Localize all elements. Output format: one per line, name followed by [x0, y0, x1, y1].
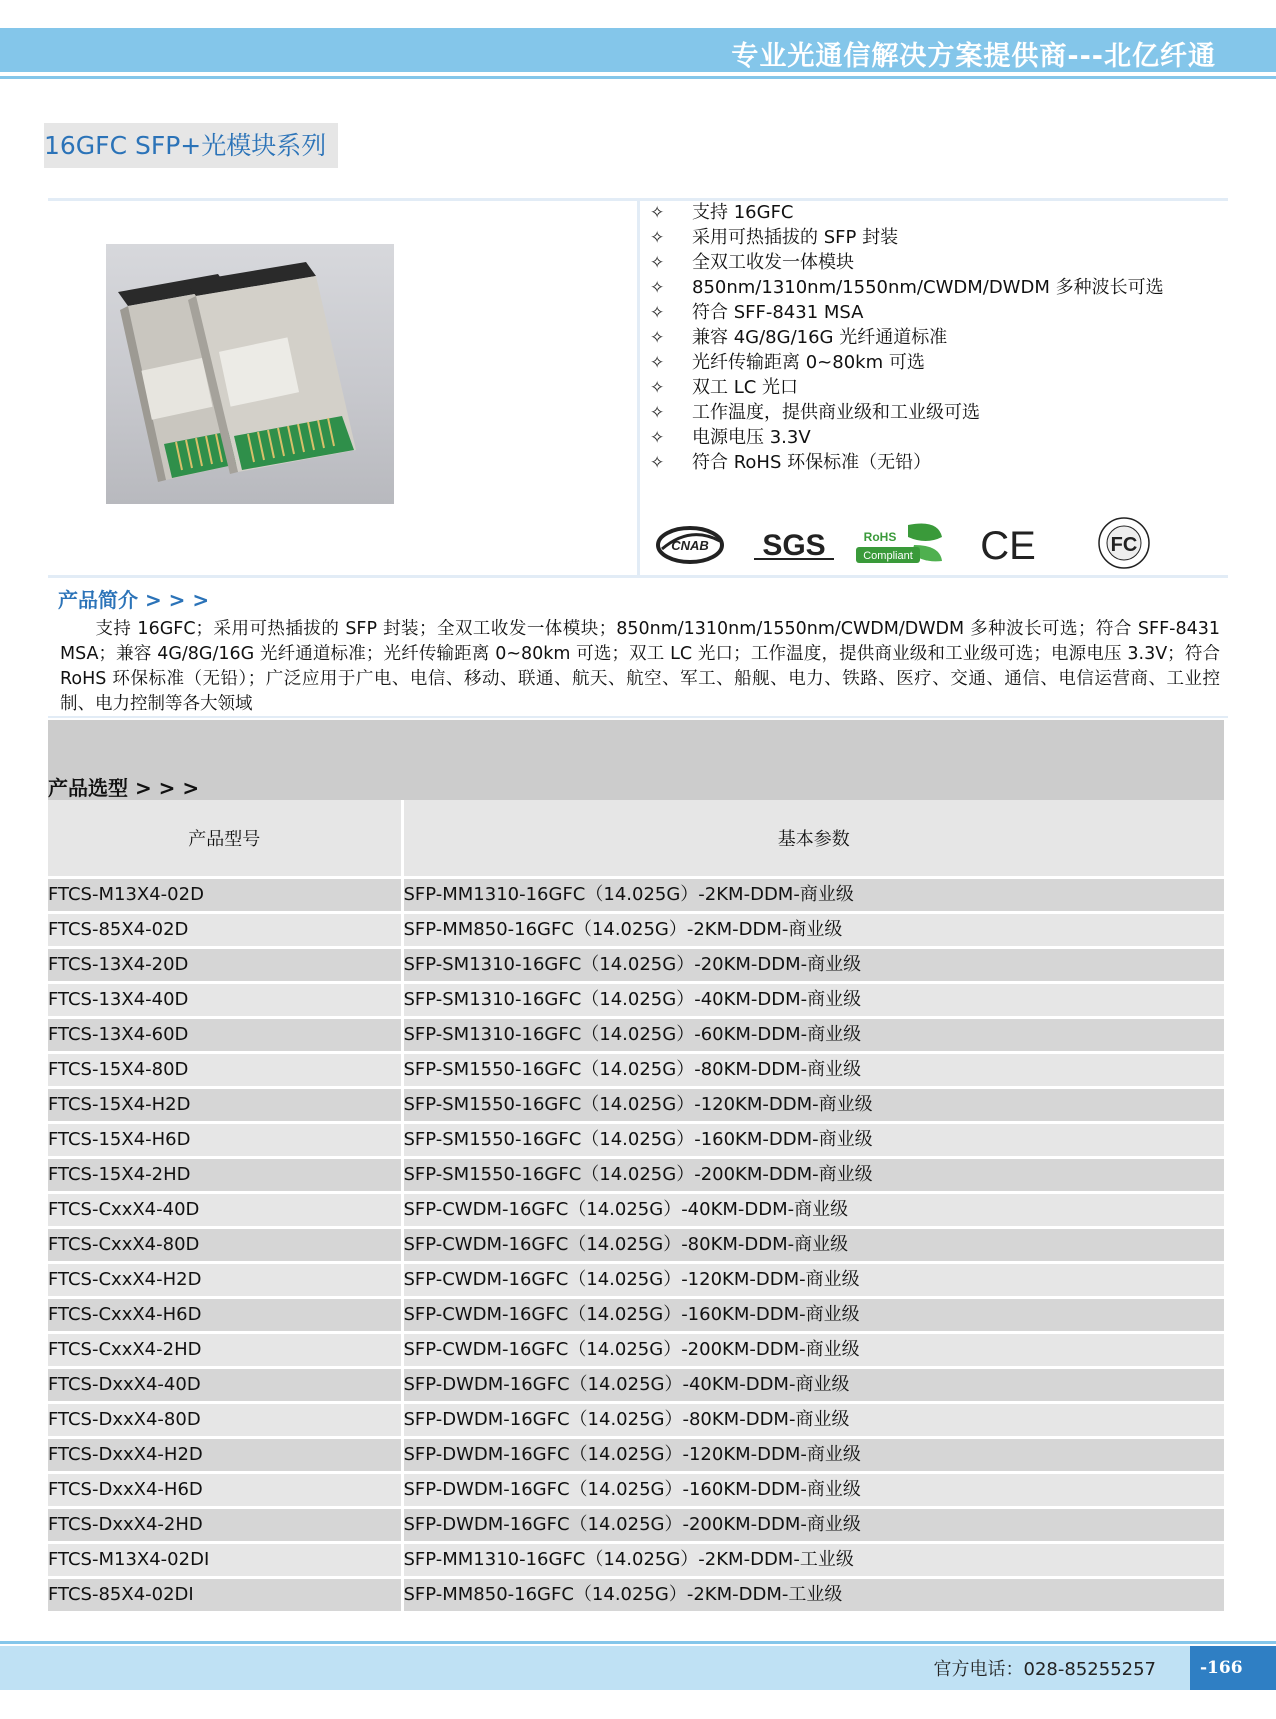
star-bullet-icon: ✧ — [650, 403, 665, 423]
table-row — [48, 1298, 1224, 1333]
certification-logos — [648, 515, 1168, 571]
params-cell: SFP-SM1550-16GFC（14.025G）-160KM-DDM-商业级 — [402, 1123, 1224, 1158]
sfp-module-illustration — [106, 244, 394, 504]
feature-item: ✧ 光纤传输距离 0~80km 可选 — [650, 350, 1164, 375]
model-cell: FTCS-85X4-02DI — [48, 1578, 402, 1613]
svg-text:CNAB: CNAB — [671, 538, 709, 553]
feature-item: ✧ 工作温度，提供商业级和工业级可选 — [650, 400, 1164, 425]
feature-item: ✧ 850nm/1310nm/1550nm/CWDM/DWDM 多种波长可选 — [650, 275, 1164, 300]
model-cell: FTCS-CxxX4-H2D — [48, 1263, 402, 1298]
model-cell: FTCS-13X4-20D — [48, 948, 402, 983]
params-cell: SFP-DWDM-16GFC（14.025G）-160KM-DDM-商业级 — [402, 1473, 1224, 1508]
table-row — [48, 1228, 1224, 1263]
sgs-logo-icon — [750, 515, 840, 571]
params-cell: SFP-CWDM-16GFC（14.025G）-40KM-DDM-商业级 — [402, 1193, 1224, 1228]
star-bullet-icon: ✧ — [650, 328, 665, 348]
star-bullet-icon: ✧ — [650, 203, 665, 223]
params-cell: SFP-DWDM-16GFC（14.025G）-40KM-DDM-商业级 — [402, 1368, 1224, 1403]
star-bullet-icon: ✧ — [650, 228, 665, 248]
banner-title: 专业光通信解决方案提供商---北亿纤通 — [731, 41, 1216, 72]
svg-text:RoHS: RoHS — [863, 530, 897, 544]
table-row — [48, 1438, 1224, 1473]
table-row — [48, 1508, 1224, 1543]
table-row — [48, 1473, 1224, 1508]
feature-item: ✧ 兼容 4G/8G/16G 光纤通道标准 — [650, 325, 1164, 350]
selection-heading: 产品选型 > > > — [48, 776, 200, 800]
model-cell: FTCS-DxxX4-2HD — [48, 1508, 402, 1543]
column-header-params: 基本参数 — [402, 800, 1224, 878]
params-cell: SFP-SM1550-16GFC（14.025G）-120KM-DDM-商业级 — [402, 1088, 1224, 1123]
table-row — [48, 1368, 1224, 1403]
star-bullet-icon: ✧ — [650, 378, 665, 398]
svg-text:FC: FC — [1110, 534, 1138, 556]
star-bullet-icon: ✧ — [650, 353, 665, 373]
cnab-logo-icon — [654, 515, 726, 571]
svg-text:CE: CE — [980, 524, 1036, 568]
feature-item: ✧ 采用可热插拔的 SFP 封装 — [650, 225, 1164, 250]
series-title: 16GFC SFP+光模块系列 — [44, 123, 338, 168]
selection-table — [48, 800, 1224, 1614]
params-cell: SFP-CWDM-16GFC（14.025G）-120KM-DDM-商业级 — [402, 1263, 1224, 1298]
selection-header-band — [48, 720, 1224, 800]
model-cell: FTCS-M13X4-02DI — [48, 1543, 402, 1578]
table-row — [48, 913, 1224, 948]
table-row — [48, 1018, 1224, 1053]
model-cell: FTCS-DxxX4-80D — [48, 1403, 402, 1438]
intro-bottom-rule — [48, 716, 1228, 718]
footer-phone: 官方电话：028-85255257 — [933, 1659, 1156, 1680]
model-cell: FTCS-CxxX4-80D — [48, 1228, 402, 1263]
table-row — [48, 1123, 1224, 1158]
feature-item: ✧ 支持 16GFC — [650, 200, 1164, 225]
intro-heading: 产品简介 > > > — [58, 588, 210, 612]
params-cell: SFP-DWDM-16GFC（14.025G）-80KM-DDM-商业级 — [402, 1403, 1224, 1438]
params-cell: SFP-SM1550-16GFC（14.025G）-200KM-DDM-商业级 — [402, 1158, 1224, 1193]
model-cell: FTCS-15X4-2HD — [48, 1158, 402, 1193]
table-row — [48, 1263, 1224, 1298]
model-cell: FTCS-DxxX4-40D — [48, 1368, 402, 1403]
model-cell: FTCS-15X4-H2D — [48, 1088, 402, 1123]
model-cell: FTCS-13X4-60D — [48, 1018, 402, 1053]
model-cell: FTCS-15X4-80D — [48, 1053, 402, 1088]
table-row — [48, 948, 1224, 983]
ce-mark-icon — [968, 515, 1048, 571]
feature-item: ✧ 电源电压 3.3V — [650, 425, 1164, 450]
params-cell: SFP-SM1310-16GFC（14.025G）-20KM-DDM-商业级 — [402, 948, 1224, 983]
feature-item: ✧ 双工 LC 光口 — [650, 375, 1164, 400]
params-cell: SFP-CWDM-16GFC（14.025G）-80KM-DDM-商业级 — [402, 1228, 1224, 1263]
rohs-compliant-logo-icon — [856, 515, 946, 571]
table-row — [48, 1578, 1224, 1613]
star-bullet-icon: ✧ — [650, 453, 665, 473]
table-row — [48, 1403, 1224, 1438]
svg-text:SGS: SGS — [762, 529, 826, 562]
model-cell: FTCS-85X4-02D — [48, 913, 402, 948]
params-cell: SFP-SM1310-16GFC（14.025G）-40KM-DDM-商业级 — [402, 983, 1224, 1018]
column-header-model: 产品型号 — [48, 800, 402, 878]
model-cell: FTCS-15X4-H6D — [48, 1123, 402, 1158]
table-row — [48, 1543, 1224, 1578]
table-row — [48, 1053, 1224, 1088]
table-row — [48, 1193, 1224, 1228]
model-cell: FTCS-M13X4-02D — [48, 878, 402, 913]
model-cell: FTCS-DxxX4-H6D — [48, 1473, 402, 1508]
overview-divider — [637, 200, 640, 576]
model-cell: FTCS-CxxX4-2HD — [48, 1333, 402, 1368]
params-cell: SFP-DWDM-16GFC（14.025G）-120KM-DDM-商业级 — [402, 1438, 1224, 1473]
star-bullet-icon: ✧ — [650, 303, 665, 323]
table-row — [48, 983, 1224, 1018]
star-bullet-icon: ✧ — [650, 428, 665, 448]
model-cell: FTCS-DxxX4-H2D — [48, 1438, 402, 1473]
model-cell: FTCS-CxxX4-40D — [48, 1193, 402, 1228]
table-row — [48, 1333, 1224, 1368]
feature-list — [650, 200, 1164, 475]
params-cell: SFP-DWDM-16GFC（14.025G）-200KM-DDM-商业级 — [402, 1508, 1224, 1543]
header-rule — [0, 76, 1276, 79]
params-cell: SFP-MM850-16GFC（14.025G）-2KM-DDM-工业级 — [402, 1578, 1224, 1613]
feature-item: ✧ 符合 RoHS 环保标准（无铅） — [650, 450, 1164, 475]
table-row — [48, 878, 1224, 913]
feature-item: ✧ 符合 SFF-8431 MSA — [650, 300, 1164, 325]
intro-body: 支持 16GFC；采用可热插拔的 SFP 封装；全双工收发一体模块；850nm/1310nm/1550nm/CWDM/DWDM 多种波长可选；符合 SFF-8431 MSA；兼容 4G/8G/16G 光纤通道标准；光纤传输距离 0~80km 可选；双工 LC 光口；工作温度，提供商业级和工业级可选；电源电压 3.3V；符合 RoHS 环保标准（无铅）；广泛应用于广电、电信、移动、联通、航天、航空、军工、船舰、电力、铁路、医疗、交通、通信、电信运营商、工业控制、电力控制等各大领域 — [60, 619, 1220, 714]
page-number: -166 — [1190, 1646, 1276, 1690]
params-cell: SFP-SM1310-16GFC（14.025G）-60KM-DDM-商业级 — [402, 1018, 1224, 1053]
params-cell: SFP-SM1550-16GFC（14.025G）-80KM-DDM-商业级 — [402, 1053, 1224, 1088]
svg-text:Compliant: Compliant — [863, 550, 913, 562]
params-cell: SFP-CWDM-16GFC（14.025G）-160KM-DDM-商业级 — [402, 1298, 1224, 1333]
table-row — [48, 1088, 1224, 1123]
table-header-row — [48, 800, 1224, 878]
header-banner — [0, 28, 1276, 72]
feature-item: ✧ 全双工收发一体模块 — [650, 250, 1164, 275]
params-cell: SFP-CWDM-16GFC（14.025G）-200KM-DDM-商业级 — [402, 1333, 1224, 1368]
star-bullet-icon: ✧ — [650, 278, 665, 298]
product-photo — [106, 244, 394, 504]
model-cell: FTCS-13X4-40D — [48, 983, 402, 1018]
fcc-logo-icon — [1088, 515, 1160, 571]
table-row — [48, 1158, 1224, 1193]
footer-rule — [0, 1641, 1276, 1644]
params-cell: SFP-MM850-16GFC（14.025G）-2KM-DDM-商业级 — [402, 913, 1224, 948]
model-cell: FTCS-CxxX4-H6D — [48, 1298, 402, 1333]
params-cell: SFP-MM1310-16GFC（14.025G）-2KM-DDM-工业级 — [402, 1543, 1224, 1578]
star-bullet-icon: ✧ — [650, 253, 665, 273]
params-cell: SFP-MM1310-16GFC（14.025G）-2KM-DDM-商业级 — [402, 878, 1224, 913]
overview-bottom-rule — [48, 575, 1228, 578]
